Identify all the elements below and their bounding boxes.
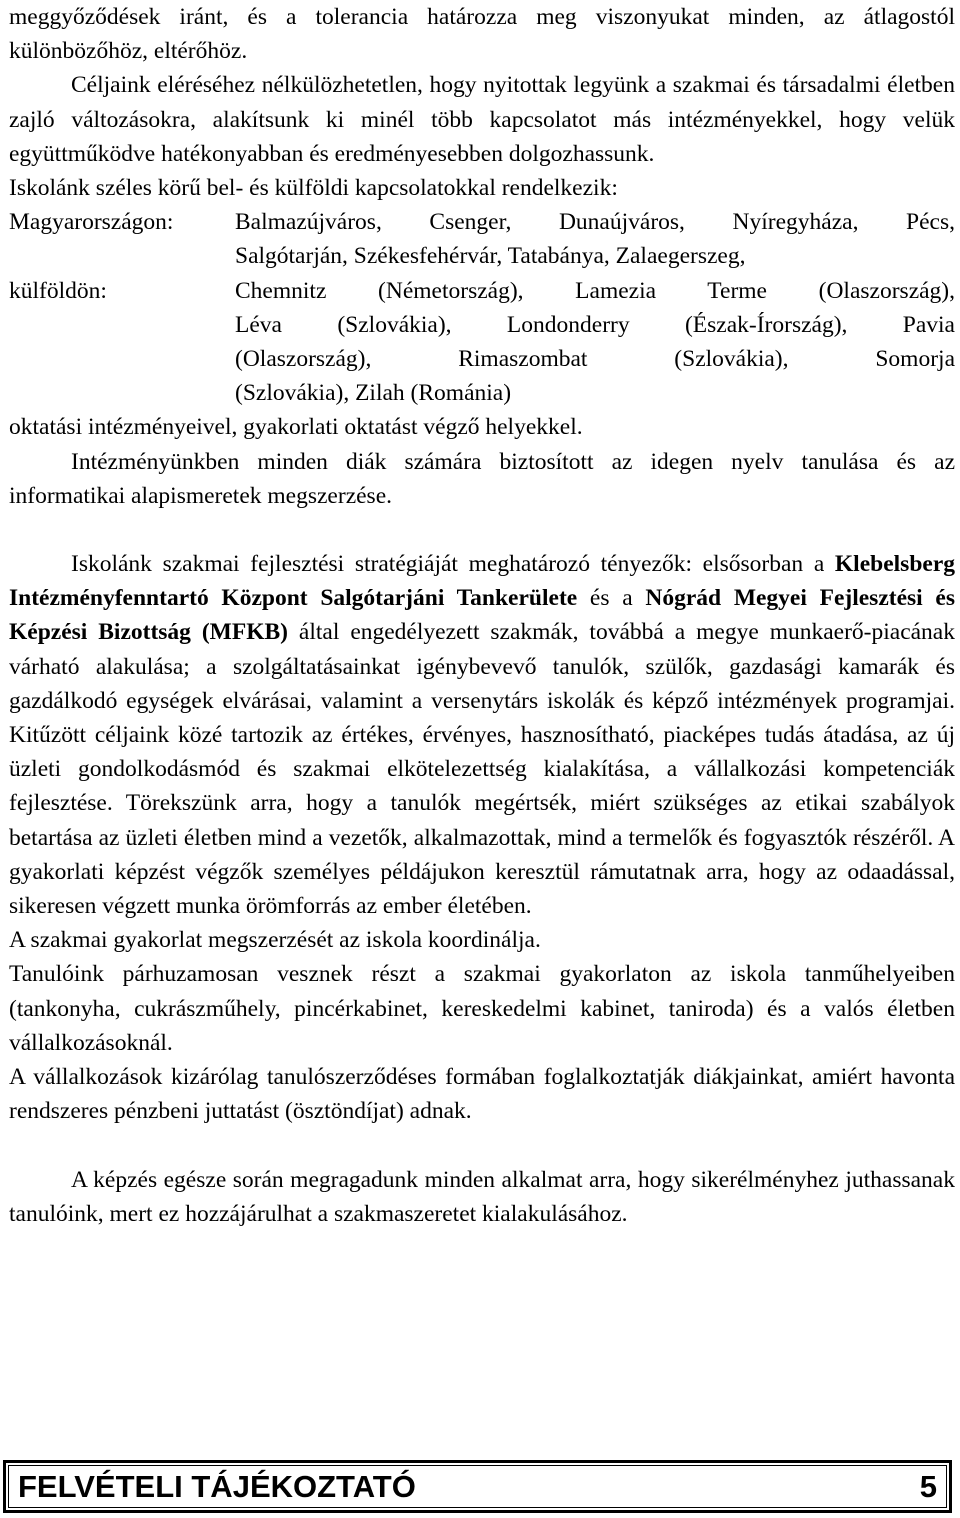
abroad-label: külföldön: (9, 277, 107, 304)
document-body (9, 0, 955, 1231)
strategy-text-d: által engedélyezett szakmák, továbbá a megye munkaerő-piacának várható alakulása; a szolgáltatásainkat igénybevevő tanulók, szülők, gazdasági kamarák és gazdálkodó egységek elvárásai, valamint a versenytárs iskolák és képző intézmények programjai. Kitűzött céljaink közé tartozik az értékes, érvényes, hasznosítható, piacképes tudás átadása, az új üzleti gondolkodásmód és szakmai elkötelezettség kialakítása, a vállalkozási kompetenciák fejlesztése. Törekszünk arra, hogy a tanulók megértsék, miért szükséges az etikai szabályok betartása az üzleti életben mind a vezetők, alkalmazottak, mind a termelők és fogyasztók részéről. A gyakorlati képzést végzők személyes példájukon keresztül rámutatnak arra, hogy az odaadással, sikeresen végzett munka örömforrás az ember életében. (9, 619, 955, 920)
page-footer (3, 1460, 952, 1513)
paragraph-contracts: A vállalkozások kizárólag tanulószerződéses formában foglalkoztatják diákjainkat, amiért havonta rendszeres pénzbeni juttatást (ösztöndíjat) adnak. (9, 1064, 955, 1125)
paragraph-practice-coordination: A szakmai gyakorlat megszerzését az iskola koordinálja. (9, 927, 541, 954)
paragraph-relations-end: oktatási intézményeivel, gyakorlati oktatást végző helyekkel. (9, 414, 583, 441)
strategy-text-c: és a (577, 585, 646, 612)
strategy-text-a: Iskolánk szakmai fejlesztési stratégiáját meghatározó tényezők: elsősorban a (71, 551, 835, 578)
abroad-cities-line-2: Léva (Szlovákia), Londonderry (Észak-Írország), Pavia (235, 311, 955, 338)
abroad-cities-line-3: (Olaszország), Rimaszombat (Szlovákia), Somorja (235, 346, 955, 373)
hungary-cities-line-1: Balmazújváros, Csenger, Dunaújváros, Nyíregyháza, Pécs, (235, 209, 955, 236)
hungary-cities-line-2: Salgótarján, Székesfehérvár, Tatabánya, Zalaegerszeg, (235, 243, 746, 270)
paragraph-goals: Céljaink eléréséhez nélkülözhetetlen, hogy nyitottak legyünk a szakmai és társadalmi életben zajló változásokra, alakítsunk ki minél több kapcsolatot más intézményekkel, hogy velük együttműködve hatékonyabban és eredményesebben dolgozhassunk. (9, 72, 955, 167)
paragraph-workshops: Tanulóink párhuzamosan vesznek részt a szakmai gyakorlaton az iskola tanműhelyeiben (tankonyha, cukrászműhely, pincérkabinet, kereskedelmi kabinet, taniroda) és a valós életben vállalkozásoknál. (9, 961, 955, 1056)
abroad-cities-line-4: (Szlovákia), Zilah (Románia) (235, 380, 512, 407)
hungary-label: Magyarországon: (9, 209, 174, 236)
abroad-partners (9, 274, 955, 308)
abroad-cities-line-1: Chemnitz (Németország), Lamezia Terme (Olaszország), (235, 277, 955, 304)
paragraph-continuation: meggyőződések iránt, és a tolerancia határozza meg viszonyukat minden, az átlagostól különbözőhöz, eltérőhöz. (9, 4, 955, 65)
paragraph-languages: Intézményünkben minden diák számára biztosított az idegen nyelv tanulása és az informatikai alapismeretek megszerzése. (9, 448, 955, 509)
footer-title: FELVÉTELI TÁJÉKOZTATÓ (18, 1468, 416, 1504)
paragraph-success: A képzés egésze során megragadunk minden alkalmat arra, hogy sikerélményhez juthassanak tanulóink, mert ez hozzájárulhat a szakmaszeretet kialakulásához. (9, 1166, 955, 1227)
strategy-bold-tankerulet: Klebelsberg Intézményfenntartó Központ Salgótarjáni Tankerülete (9, 551, 955, 612)
paragraph-relations-intro: Iskolánk széles körű bel- és külföldi kapcsolatokkal rendelkezik: (9, 175, 618, 202)
strategy-bold-mfkb: Nógrád Megyei Fejlesztési és Képzési Bizottság (MFKB) (9, 585, 955, 646)
hungary-partners (9, 205, 955, 239)
page-number: 5 (919, 1468, 937, 1504)
paragraph-strategy (9, 547, 955, 923)
